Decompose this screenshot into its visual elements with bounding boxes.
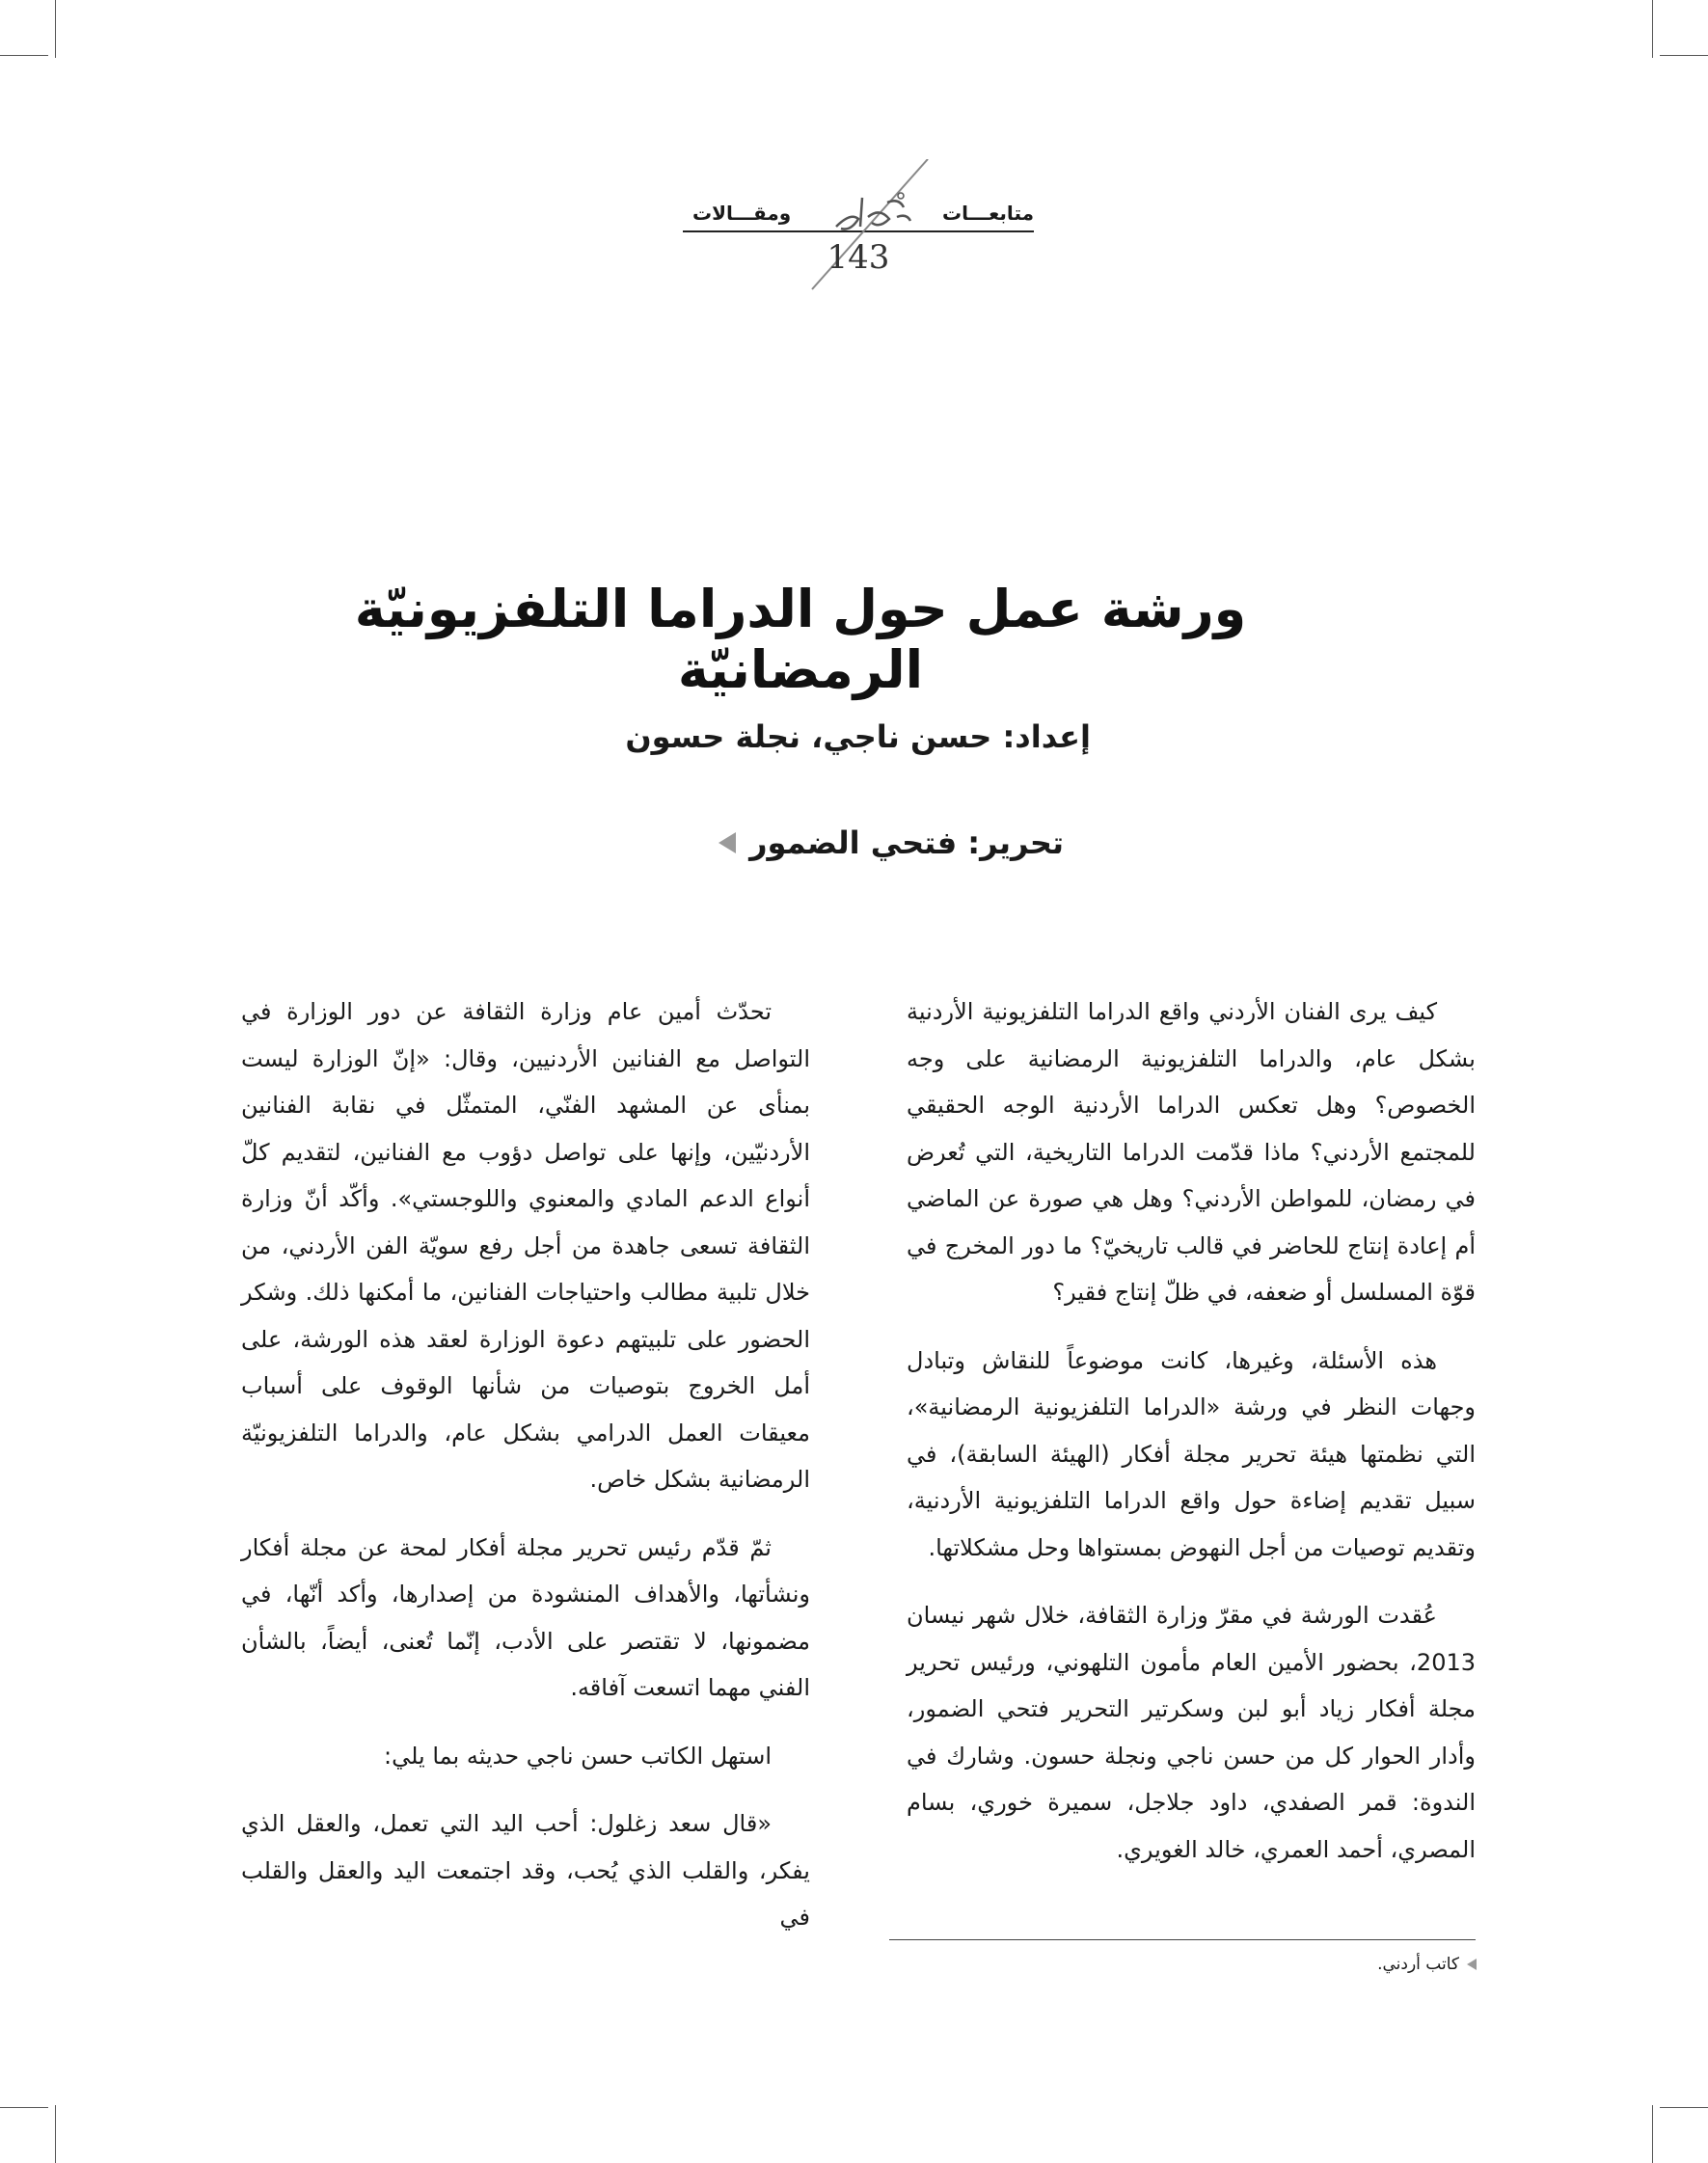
crop-mark <box>0 2107 48 2108</box>
crop-mark <box>1660 2107 1708 2108</box>
paragraph: ثمّ قدّم رئيس تحرير مجلة أفكار لمحة عن مجلة أفكار ونشأتها، والأهداف المنشودة من إصدارها، وأكد أنّها، في مضمونها، لا تقتصر على الأدب، إنّما تُعنى، أيضاً، بالشأن الفني مهما اتسعت آفاقه. <box>241 1533 810 1701</box>
footnote-rule <box>889 1939 1476 1940</box>
footnote <box>1377 1955 1477 1974</box>
section-label-right: متابعـــات <box>942 202 1034 225</box>
paragraph: «قال سعد زغلول: أحب اليد التي تعمل، والعقل الذي يفكر، والقلب الذي يُحب، وقد اجتمعت اليد والعقل والقلب في <box>241 1810 810 1931</box>
crop-mark <box>1660 55 1708 56</box>
paragraph: كيف يرى الفنان الأردني واقع الدراما التلفزيونية الأردنية بشكل عام، والدراما التلفزيونية الرمضانية على وجه الخصوص؟ وهل تعكس الدراما الأردنية الوجه الحقيقي للمجتمع الأردني؟ ماذا قدّمت الدراما التاريخية، التي تُعرض في رمضان، للمواطن الأردني؟ وهل هي صورة عن الماضي أم إعادة إنتاج للحاضر في قالب تاريخيّ؟ ما دور المخرج في قوّة المسلسل أو ضعفه، في ظلّ إنتاج فقير؟ <box>907 998 1476 1306</box>
crop-mark <box>1652 0 1653 58</box>
crop-mark <box>55 2105 56 2163</box>
article-title: ورشة عمل حول الدراما التلفزيونيّة الرمضانيّة <box>354 579 1247 700</box>
editor-name: تحرير: فتحي الضمور <box>749 825 1064 861</box>
paragraph: تحدّث أمين عام وزارة الثقافة عن دور الوزارة في التواصل مع الفنانين الأردنيين، وقال: «إنّ الوزارة ليست بمنأى عن المشهد الفنّي، المتمثّل في نقابة الفنانين الأردنيّين، وإنها على تواصل دؤوب مع الفنانين، لتقديم كلّ أنواع الدعم المادي والمعنوي واللوجستي». وأكّد أنّ وزارة الثقافة تسعى جاهدة من أجل رفع سويّة الفن الأردني، من خلال تلبية مطالب واحتياجات الفنانين، ما أمكنها ذلك. وشكر الحضور على تلبيتهم دعوة الوزارة لعقد هذه الورشة، على أمل الخروج بتوصيات من شأنها الوقوف على أسباب معيقات العمل الدرامي بشكل عام، والدراما التلفزيونيّة الرمضانية بشكل خاص. <box>241 998 810 1493</box>
article-editor <box>718 825 1064 861</box>
crop-mark <box>1652 2105 1653 2163</box>
footnote-text: كاتب أردني. <box>1377 1955 1459 1974</box>
text-column-right <box>907 988 1476 1894</box>
crop-mark <box>0 55 48 56</box>
section-label-left: ومقـــالات <box>692 202 792 225</box>
article-authors: إعداد: حسن ناجي، نجلة حسون <box>625 718 1091 755</box>
paragraph: هذه الأسئلة، وغيرها، كانت موضوعاً للنقاش وتبادل وجهات النظر في ورشة «الدراما التلفزيونية الرمضانية»، التي نظمتها هيئة تحرير مجلة أفكار (الهيئة السابقة)، في سبيل تقديم إضاءة حول واقع الدراما التلفزيونية الأردنية، وتقديم توصيات من أجل النهوض بمستواها وحل مشكلاتها. <box>907 1346 1476 1561</box>
paragraph: استهل الكاتب حسن ناجي حديثه بما يلي: <box>384 1742 772 1770</box>
paragraph: عُقدت الورشة في مقرّ وزارة الثقافة، خلال شهر نيسان 2013، بحضور الأمين العام مأمون التلهوني، ورئيس تحرير مجلة أفكار زياد أبو لبن وسكرتير التحرير فتحي الضمور، وأدار الحوار كل من حسن ناجي ونجلة حسون. وشارك في الندوة: قمر الصفدي، داود جلاجل، سميرة خوري، بسام المصري، أحمد العمري، خالد الغويري. <box>907 1602 1476 1863</box>
crop-mark <box>55 0 56 58</box>
triangle-marker-icon <box>1467 1959 1477 1970</box>
running-header <box>675 159 1042 294</box>
text-column-left <box>241 988 810 1962</box>
triangle-marker-icon <box>718 832 736 853</box>
page-number: 143 <box>827 238 890 277</box>
